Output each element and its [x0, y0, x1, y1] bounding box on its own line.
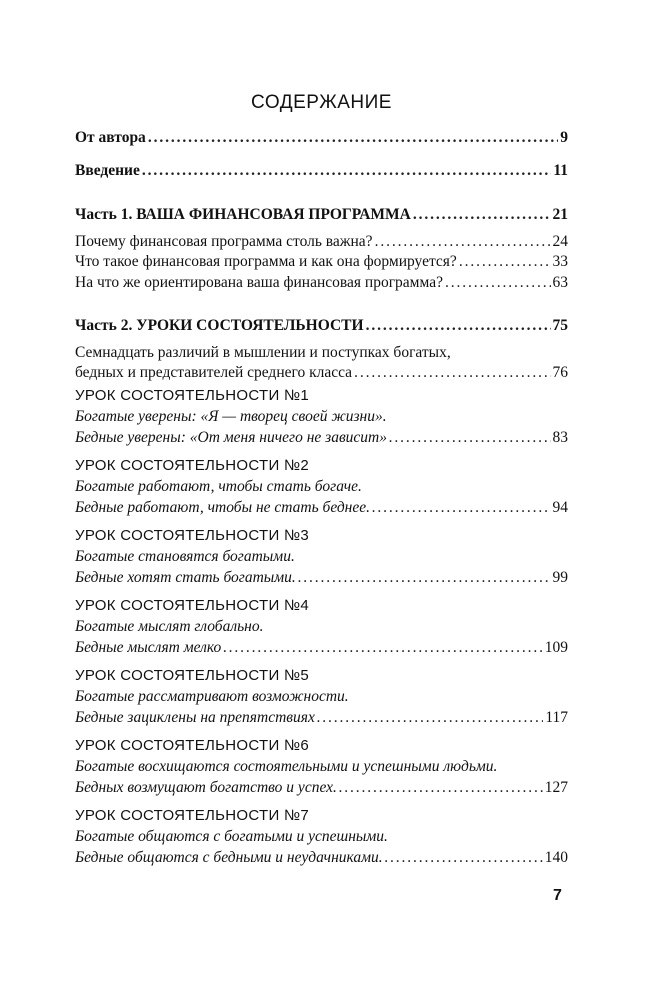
dot-leader [223, 638, 542, 658]
entry-page: 63 [552, 273, 568, 291]
dot-leader [354, 363, 550, 383]
dot-leader [389, 428, 551, 448]
lesson-page: 127 [544, 778, 568, 796]
lesson-heading: УРОК СОСТОЯТЕЛЬНОСТИ №5 [75, 667, 310, 684]
dot-leader [413, 205, 551, 225]
entry-title-line1: Семнадцать различий в мышлении и поступках богатых, [75, 343, 451, 361]
lesson-page: 99 [552, 568, 568, 586]
lesson-6 [75, 736, 568, 798]
lesson-line2: Бедные зациклены на препятствиях [75, 708, 315, 726]
lesson-heading: УРОК СОСТОЯТЕЛЬНОСТИ №1 [75, 387, 310, 404]
dot-leader [339, 778, 543, 798]
entry-title: Что такое финансовая программа и как она формируется? [75, 253, 457, 270]
entry-title: бедных и представителей среднего класса [75, 364, 353, 381]
lesson-7 [75, 806, 568, 868]
dot-leader [385, 848, 543, 868]
entry-title: На что же ориентирована ваша финансовая программа? [75, 273, 443, 291]
entry-page: 24 [552, 232, 568, 250]
lesson-line1: Богатые общаются с богатыми и успешными. [75, 828, 388, 845]
toc-entry-part2 [75, 316, 568, 384]
lesson-1 [75, 386, 568, 448]
lesson-line1: Богатые становятся богатыми. [75, 548, 295, 565]
entry-page: 9 [560, 129, 568, 146]
toc-entry-part1 [75, 205, 568, 293]
dot-leader [142, 161, 551, 181]
lesson-page: 140 [544, 848, 568, 866]
lesson-page: 83 [552, 428, 568, 446]
lesson-line1: Богатые работают, чтобы стать богаче. [75, 478, 362, 495]
lesson-5 [75, 666, 568, 728]
toc-entry-author [75, 128, 568, 149]
entry-page: 11 [553, 162, 568, 179]
entry-title: Часть 2. УРОКИ СОСТОЯТЕЛЬНОСТИ [75, 317, 364, 334]
lesson-line2: Бедные хотят стать богатыми. [75, 568, 296, 586]
entry-title: Введение [75, 162, 140, 179]
lesson-line1: Богатые рассматривают возможности. [75, 688, 349, 705]
dot-leader [372, 498, 551, 518]
lesson-heading: УРОК СОСТОЯТЕЛЬНОСТИ №4 [75, 597, 310, 614]
lesson-line1: Богатые восхищаются состоятельными и успешными людьми. [75, 758, 498, 775]
lesson-line2: Бедные работают, чтобы не стать беднее. [75, 498, 370, 516]
entry-page: 21 [552, 206, 568, 223]
lesson-line2: Бедные мыслят мелко [75, 638, 222, 656]
entry-title: Почему финансовая программа столь важна? [75, 232, 373, 250]
lesson-4 [75, 596, 568, 658]
lesson-page: 94 [552, 498, 568, 516]
lesson-line2: Бедные уверены: «От меня ничего не зависит» [75, 428, 387, 446]
dot-leader [375, 232, 551, 252]
dot-leader [298, 568, 551, 588]
entry-page: 76 [552, 364, 568, 381]
lesson-page: 109 [544, 638, 568, 656]
entry-page: 33 [552, 253, 568, 270]
entry-page: 75 [552, 317, 568, 334]
lesson-line2: Бедные общаются с бедными и неудачниками. [75, 848, 383, 866]
toc-heading: СОДЕРЖАНИЕ [251, 92, 392, 113]
entry-title: Часть 1. ВАША ФИНАНСОВАЯ ПРОГРАММА [75, 206, 411, 223]
lesson-3 [75, 526, 568, 588]
dot-leader [366, 316, 551, 336]
lesson-heading: УРОК СОСТОЯТЕЛЬНОСТИ №6 [75, 737, 310, 754]
toc-entry-intro [75, 161, 568, 182]
lesson-heading: УРОК СОСТОЯТЕЛЬНОСТИ №3 [75, 527, 310, 544]
lesson-heading: УРОК СОСТОЯТЕЛЬНОСТИ №2 [75, 457, 310, 474]
lesson-line1: Богатые мыслят глобально. [75, 618, 264, 635]
dot-leader [317, 708, 543, 728]
dot-leader [459, 252, 551, 272]
entry-title: От автора [75, 129, 146, 146]
lesson-line1: Богатые уверены: «Я — творец своей жизни». [75, 408, 387, 425]
lesson-2 [75, 456, 568, 518]
page-number: 7 [553, 887, 562, 904]
lesson-heading: УРОК СОСТОЯТЕЛЬНОСТИ №7 [75, 807, 310, 824]
lesson-page: 117 [545, 708, 568, 726]
dot-leader [148, 128, 558, 148]
lesson-line2: Бедных возмущают богатство и успех. [75, 778, 337, 796]
dot-leader [445, 273, 551, 293]
